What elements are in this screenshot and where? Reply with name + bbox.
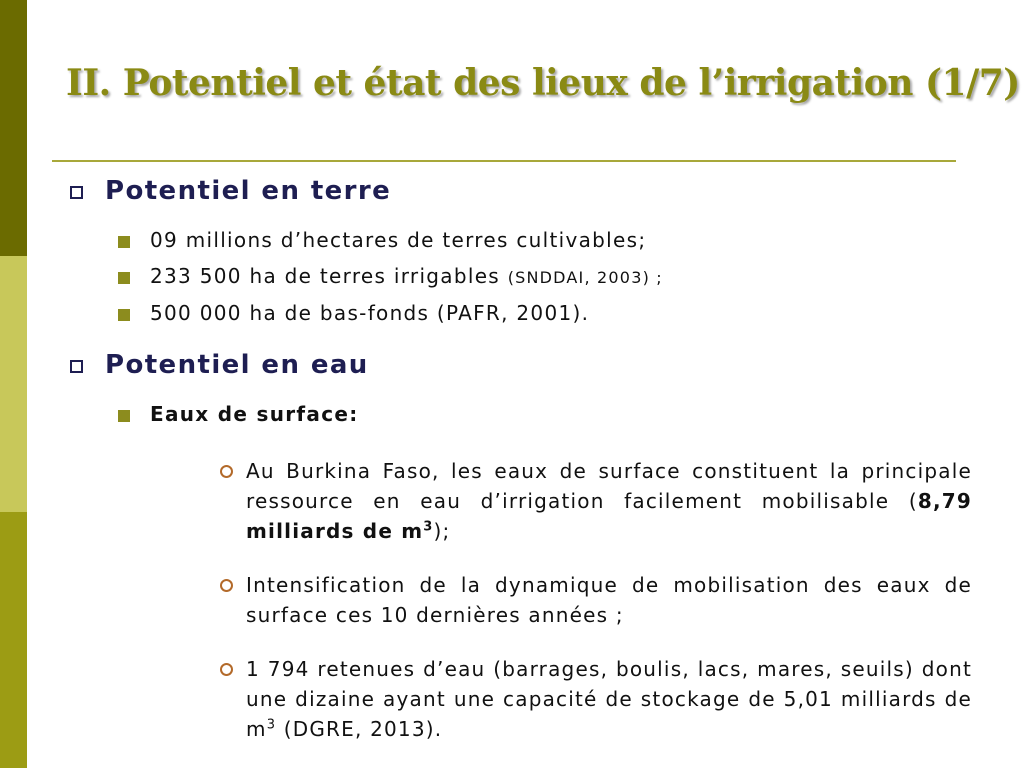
square-outline-bullet-icon bbox=[70, 186, 83, 199]
section-heading-label: Potentiel en eau bbox=[105, 350, 369, 380]
list-item-text: Eaux de surface: bbox=[150, 402, 359, 426]
sub-list-item-text: 1 794 retenues d’eau (barrages, boulis, lacs, mares, seuils) dont une dizaine ayant une capacité de stockage de 5,01 milliards de $m^3$ (DGRE, 2013). bbox=[246, 657, 972, 741]
circle-bullet-icon bbox=[220, 579, 233, 592]
sub-list-item bbox=[220, 456, 972, 546]
square-outline-bullet-icon bbox=[70, 360, 83, 373]
sub-list-item bbox=[220, 654, 972, 744]
slide-title: II. Potentiel et état des lieux de l’irrigation (1/7) bbox=[66, 62, 1020, 104]
section-heading-label: Potentiel en terre bbox=[105, 176, 392, 206]
side-stripe-dark bbox=[0, 0, 27, 256]
square-bullet-icon bbox=[118, 236, 130, 248]
list-item-text: 233 500 ha de terres irrigables (SNDDAI, 2003) ; bbox=[150, 264, 663, 288]
title-divider bbox=[52, 160, 956, 162]
sub-list-item bbox=[220, 570, 972, 630]
side-stripe-light bbox=[0, 256, 27, 512]
square-bullet-icon bbox=[118, 309, 130, 321]
list-item-text: 500 000 ha de bas-fonds (PAFR, 2001). bbox=[150, 301, 590, 325]
highlight-value: 8,79 milliards de m bbox=[246, 489, 972, 543]
square-bullet-icon bbox=[118, 272, 130, 284]
sub-list-item-text: Au Burkina Faso, les eaux de surface constituent la principale ressource en eau d’irrigation facilement mobilisable (8,79 milliards de $m^3$); bbox=[246, 459, 972, 543]
side-stripe-medium bbox=[0, 512, 27, 768]
square-bullet-icon bbox=[118, 410, 130, 422]
sub-list-item-text: Intensification de la dynamique de mobilisation des eaux de surface ces 10 dernières années ; bbox=[246, 573, 972, 627]
list-item-text: 09 millions d’hectares de terres cultivables; bbox=[150, 228, 647, 252]
circle-bullet-icon bbox=[220, 663, 233, 676]
circle-bullet-icon bbox=[220, 465, 233, 478]
source-citation: (SNDDAI, 2003) ; bbox=[507, 268, 663, 287]
